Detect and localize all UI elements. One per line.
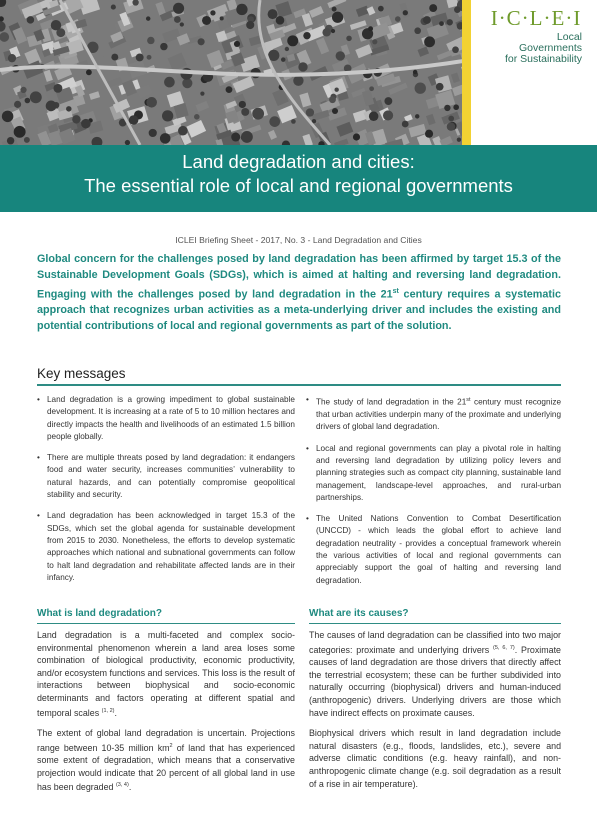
key-messages-divider bbox=[37, 384, 561, 386]
aerial-city-photo bbox=[0, 0, 470, 145]
iclei-logo-tagline bbox=[470, 32, 582, 65]
key-message-text: The study of land degradation in the 21 bbox=[316, 397, 467, 407]
briefing-sheet-line: ICLEI Briefing Sheet - 2017, No. 3 - Land Degradation and Cities bbox=[175, 235, 422, 245]
body-text: . bbox=[128, 782, 132, 793]
section-heading-causes: What are its causes? bbox=[309, 608, 409, 619]
key-messages-heading: Key messages bbox=[37, 366, 126, 381]
citation: (1, 2) bbox=[101, 707, 115, 714]
body-paragraph bbox=[37, 629, 295, 719]
logo-tagline-line: for Sustainability bbox=[504, 53, 582, 65]
body-text: of land that has experienced some extent of degradation, which means that a conservative projection would indicate that 20 percent of all global land in use has been degraded bbox=[37, 742, 295, 793]
key-message-item: • Land degradation is a growing impediment to global sustainable development. It is increasing at a rate of 5 to 10 million hectares and directly impacts the health and livelihoods of an estimated 1.5 billion people globally. bbox=[37, 394, 295, 443]
intro-text: Global concern for the challenges posed by land degradation has been affirmed by target 15.3 of the Sustainable Development Goals (SDGs), which is aimed at halting and reversing land degradation. Engaging with the challenges posed by land degradation in the 21 bbox=[37, 253, 561, 301]
logo-tagline-line: Governments bbox=[518, 42, 582, 54]
key-message-text: century must recognize that urban activities underpin many of the proximate and underlying drivers of global land degradation. bbox=[316, 397, 561, 432]
key-message-item bbox=[306, 394, 561, 434]
key-message-item: • Local and regional governments can play a pivotal role in halting and reversing land degradation by utilizing policy levers and planning strategies such as compact city planning, sustainable land management, landscape-level approaches, and rural-urban partnerships. bbox=[306, 443, 561, 504]
iclei-logo: I·C·L·E·I bbox=[490, 6, 582, 30]
hero-banner bbox=[0, 0, 597, 145]
body-text: Land degradation is a multi-faceted and complex socio-environmental phenomenon wherein a land area loses some combination of biological productivity, economic productivity, and/or ecosystem functions and services. This loss is the result of interactions between biophysical and socio-economic determinants and factors operating at different spatial and temporal scales bbox=[37, 630, 295, 718]
key-message-item: • The United Nations Convention to Combat Desertification (UNCCD) - which leads the global effort to achieve land degradation neutrality - provides a conceptual framework wherein the various activities of local and regional governments can appreciably support the goal of halting and reversing land degradation. bbox=[306, 513, 561, 587]
intro-paragraph bbox=[37, 252, 561, 335]
key-messages-left-column bbox=[37, 394, 295, 593]
what-is-body bbox=[37, 629, 295, 802]
body-paragraph: Biophysical drivers which result in land degradation include natural disasters (e.g., floods, landslides, etc.), severe and adverse climatic conditions (e.g. heavy rainfall), and non-anthropogenic climate change (e.g. soil degradation as a result of a rise in air temperature). bbox=[309, 728, 561, 789]
body-paragraph bbox=[309, 629, 561, 719]
intro-superscript: st bbox=[392, 287, 399, 295]
citation: (5, 6, 7) bbox=[493, 644, 515, 651]
key-messages-right-column bbox=[306, 394, 561, 596]
body-text: The extent of global land degradation is uncertain. Projections range between 10-35 million km bbox=[37, 728, 295, 753]
causes-body bbox=[309, 629, 561, 798]
page-subtitle: The essential role of local and regional governments bbox=[84, 175, 513, 196]
intro-text: century requires a systematic approach that recognizes urban activities as a meta-underlying driver and includes the existing and potential contributions of local and regional governments as part of the solution. bbox=[37, 288, 562, 332]
key-message-item: • There are multiple threats posed by land degradation: it endangers food and water security, increases communities’ vulnerability to natural hazards, and can potentially compromise geopolitical stability and security. bbox=[37, 452, 295, 501]
section-divider bbox=[309, 623, 561, 624]
body-text: The causes of land degradation can be classified into two major categories: proximate and underlying drivers bbox=[309, 630, 561, 655]
citation: (3, 4) bbox=[115, 782, 129, 789]
page-title: Land degradation and cities: bbox=[182, 151, 415, 172]
body-paragraph bbox=[37, 727, 295, 794]
yellow-accent-bar bbox=[462, 0, 471, 145]
key-message-superscript: st bbox=[466, 397, 471, 403]
superscript: 2 bbox=[169, 742, 173, 749]
section-divider bbox=[37, 623, 295, 624]
body-text: . Proximate causes of land degradation are those drivers that directly affect the terrestrial ecosystem; these can be further subdivided into naturally occurring (biophysical) drivers and human-induced (anthropogenic) drivers. Underlying drivers are those which have indirect effects on proximate causes. bbox=[309, 644, 561, 718]
logo-tagline-line: Local bbox=[556, 31, 582, 43]
key-message-item: • Land degradation has been acknowledged in target 15.3 of the SDGs, which set the global agenda for sustainable development from 2015 to 2030. Nonetheless, the efforts to develop systematic approaches which national and subnational governments can follow to halt land degradation and rehabilitate affected lands are in their infancy. bbox=[37, 510, 295, 584]
section-heading-what-is: What is land degradation? bbox=[37, 608, 163, 619]
body-text: . bbox=[114, 707, 117, 718]
